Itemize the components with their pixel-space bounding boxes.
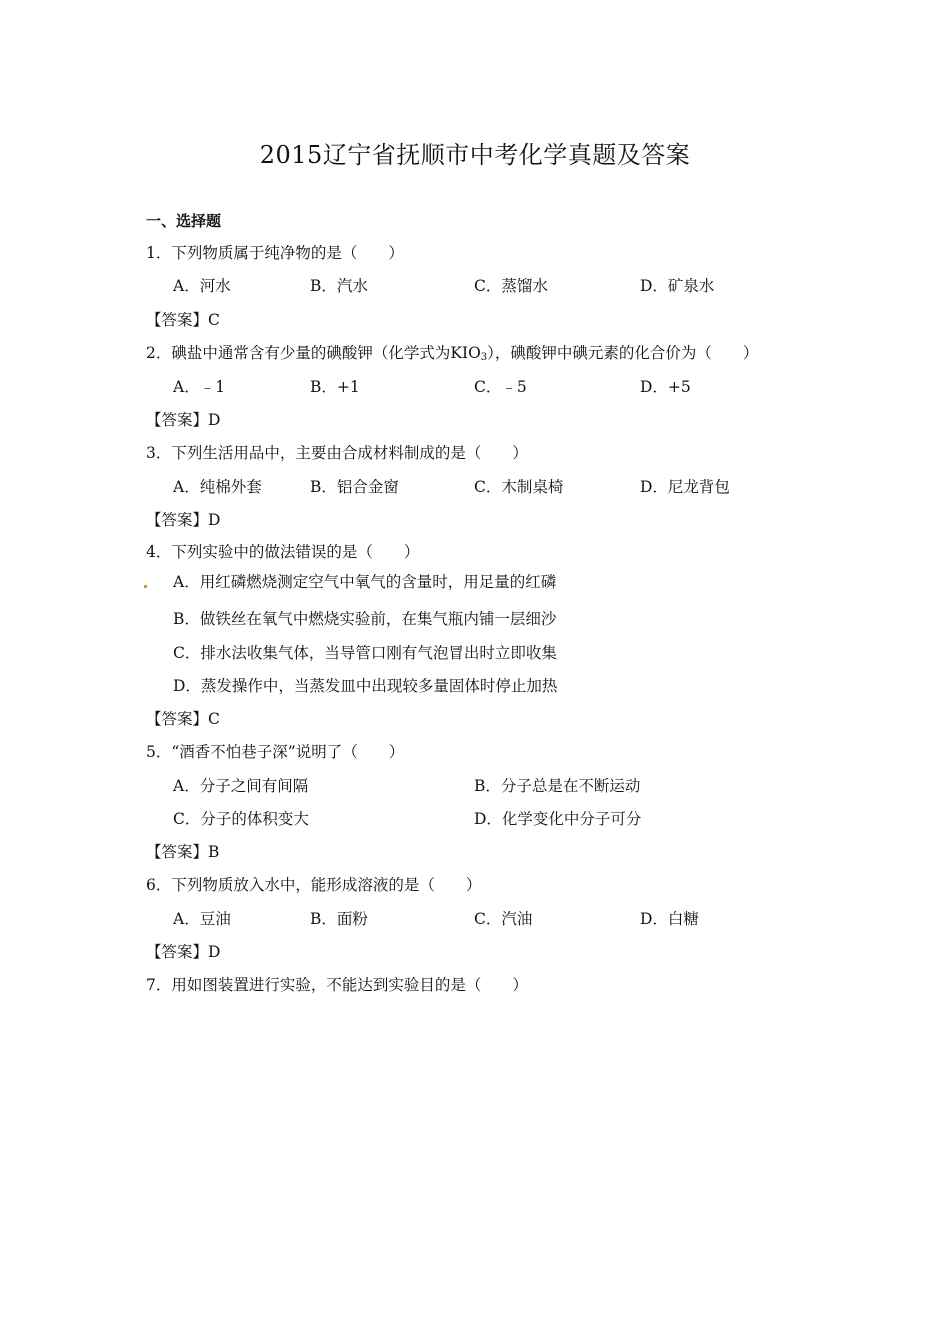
question-1-option-c: C．蒸馏水 (474, 277, 548, 295)
question-6-option-d: D．白糖 (640, 910, 699, 928)
question-3-answer: 【答案】D (146, 511, 221, 529)
question-3-option-d: D．尼龙背包 (640, 478, 730, 496)
question-7-stem: 7．用如图装置进行实验，不能达到实验目的是（ ） (146, 976, 528, 994)
question-4-option-a: A．用红磷燃烧测定空气中氧气的含量时，用足量的红磷 (173, 573, 557, 591)
question-3-stem: 3．下列生活用品中，主要由合成材料制成的是（ ） (146, 444, 528, 462)
question-1-option-a: A．河水 (173, 277, 231, 295)
question-4-stem: 4．下列实验中的做法错误的是（ ） (146, 543, 420, 561)
question-4-answer: 【答案】C (146, 710, 220, 728)
question-6-stem: 6．下列物质放入水中，能形成溶液的是（ ） (146, 876, 482, 894)
question-3-option-a: A．纯棉外套 (173, 478, 262, 496)
question-5-answer: 【答案】B (146, 843, 220, 861)
question-1-stem: 1．下列物质属于纯净物的是（ ） (146, 244, 404, 262)
question-2-stem-post: ），碘酸钾中碘元素的化合价为（ ） (487, 344, 759, 362)
question-5-stem: 5．“酒香不怕巷子深”说明了（ ） (146, 743, 405, 761)
question-2-stem-pre: 2．碘盐中通常含有少量的碘酸钾（化学式为KIO (146, 344, 481, 362)
question-2-stem (146, 343, 758, 368)
question-6-answer: 【答案】D (146, 943, 221, 961)
question-6-option-b: B．面粉 (310, 910, 368, 928)
question-6-option-c: C．汽油 (474, 910, 533, 928)
question-1-answer: 【答案】C (146, 311, 220, 329)
margin-mark (144, 585, 147, 588)
question-2-option-b: B．+1 (310, 378, 360, 396)
question-3-option-b: B．铝合金窗 (310, 478, 399, 496)
question-5-option-d: D．化学变化中分子可分 (474, 810, 642, 828)
question-5-option-a: A．分子之间有间隔 (173, 777, 309, 795)
question-2-option-d: D．+5 (640, 378, 691, 396)
question-4-option-b: B．做铁丝在氧气中燃烧实验前，在集气瓶内铺一层细沙 (173, 610, 557, 628)
page-title: 2015辽宁省抚顺市中考化学真题及答案 (259, 141, 691, 169)
question-6-option-a: A．豆油 (173, 910, 231, 928)
question-1-option-b: B．汽水 (310, 277, 368, 295)
question-2-stem-subscript: 3 (480, 352, 488, 363)
question-4-option-c: C．排水法收集气体，当导管口刚有气泡冒出时立即收集 (173, 644, 557, 662)
section-heading: 一、选择题 (146, 212, 222, 230)
question-4-option-d: D．蒸发操作中，当蒸发皿中出现较多量固体时停止加热 (173, 677, 558, 695)
question-5-option-c: C．分子的体积变大 (173, 810, 309, 828)
question-2-option-c: C．﹣5 (474, 378, 527, 396)
question-5-option-b: B．分子总是在不断运动 (474, 777, 641, 795)
question-2-option-a: A．﹣1 (173, 378, 226, 396)
question-2-answer: 【答案】D (146, 411, 221, 429)
question-3-option-c: C．木制桌椅 (474, 478, 564, 496)
question-1-option-d: D．矿泉水 (640, 277, 715, 295)
